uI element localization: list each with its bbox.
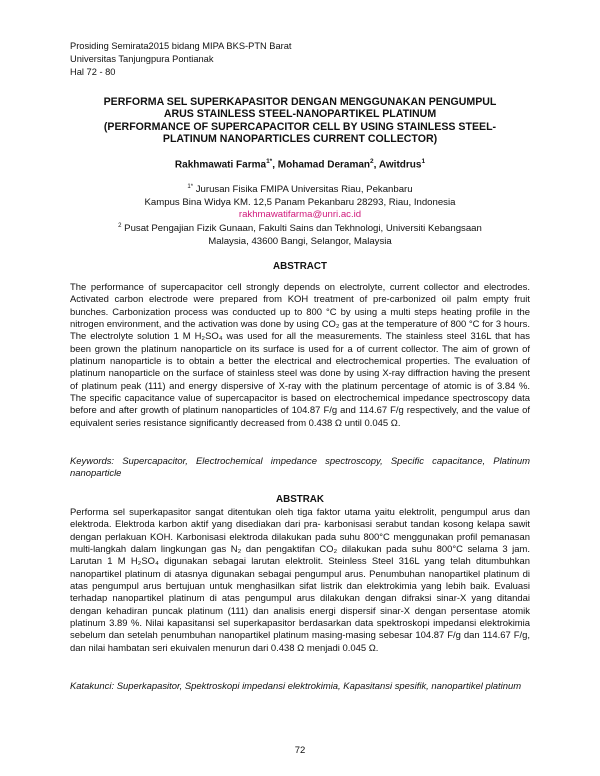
- author-email-link[interactable]: rakhmawatifarma@unri.ac.id: [238, 209, 362, 220]
- affiliation-2: [60, 220, 540, 248]
- abstract-body: The performance of supercapacitor cell strongly depends on electrolyte, current collector and electrodes. Activated carbon electrode were prepared from KOH treatment of pre-carbonized oil palm empty fruit bunches. Carbonization process was conducted up to 800 °C by using a multi steps heating profile in the nitrogen environment, and the activation was done by using CO₂ gas at the temperature of 800 °C for 3 hours. The electrolyte solution 1 M H₂SO₄ was used for all the measurements. The stainless steel 316L that has been grown the platinum nanoparticle on its surface is used for a of current collector. The aim of grown of platinum nanoparticle is to obtain a better the electrical and electrochemical properties. The evaluation of platinum nanoparticle on the surface of stainless steel was done by using X-ray diffraction having the present of platinum peak (111) and energy dispersive of X-ray with the platinum percentage of atomic is of 3.84 %. The specific capacitance value of supercapacitor is based on electrochemical impedance spectroscopy data before and after growth of platinum nanoparticles of 104.87 F/g and 114.67 F/g respectively, and the value of equivalent series resistance significantly decreased from 0.438 Ω until 0.045 Ω.: [70, 282, 530, 429]
- proceedings-venue: Universitas Tanjungpura Pontianak: [70, 54, 214, 64]
- abstrak-body: Performa sel superkapasitor sangat ditentukan oleh tiga faktor utama yaitu elektrolit, pengumpul arus dan elektroda. Elektroda karbon aktif yang disediakan dari pra- karbonisasi serabut tandan kosong kelapa sawit dengan perlakuan KOH. Karbonisasi elektroda dilakukan pada suhu 800°C menggunakan profil pemanasan multi-langkah dalam lingkungan gas N₂ dan pengaktifan CO₂ dilakukan pada suhu 800°C selama 3 jam. Larutan 1 M H₂SO₄ digunakan sebagai larutan elektrolit. Steinless Steel 316L yang telah ditumbuhkan nanopartikel platinum di atasnya digunakan sebagai pengumpul arus. Penumbuhan nanopartikel platinum di atas pengumpul arus bertujuan untuk menghasilkan sifat listrik dan elektrokimia yang lebih baik. Evaluasi terhadap nanopartikel platinum di atas pengumpul arus dilakukan dengan difraksi sinar-X yang ditandai dengan kehadiran puncak platinum (111) dan analisis energi dispersif sinar-X dengan persentase atomik platinum 3.89 %. Nilai kapasitansi sel superkapasitor berdasarkan data spektroskopi impedansi elektrokimia sebelum dan setelah penumbuhan nanopartikel platinum masing-masing sebesar 104.87 F/g dan 114.67 F/g, dan nilai hambatan seri ekuivalen menurun dari 0.438 Ω menjadi 0.045 Ω.: [70, 507, 530, 654]
- affil-mark: 2: [118, 223, 122, 229]
- author-affil-mark: 1: [421, 158, 426, 165]
- author-name: Mohamad Deraman: [277, 159, 371, 171]
- title-line: ARUS STAINLESS STEEL-NANOPARTIKEL PLATINUM: [163, 108, 437, 121]
- title-line: PLATINUM NANOPARTICLES CURRENT COLLECTOR): [162, 133, 438, 146]
- title-line: (PERFORMANCE OF SUPERCAPACITOR CELL BY USING STAINLESS STEEL-: [103, 120, 497, 133]
- katakunci: Katakunci: Superkapasitor, Spektroskopi impedansi elektrokimia, Kapasitansi spesifik, nanopartikel platinum: [70, 681, 522, 692]
- affil-line: Malaysia, 43600 Bangi, Selangor, Malaysia: [208, 235, 392, 247]
- affil-line: Jurusan Fisika FMIPA Universitas Riau, Pekanbaru: [195, 184, 413, 196]
- abstract-heading: ABSTRACT: [273, 261, 327, 272]
- title-line: PERFORMA SEL SUPERKAPASITOR DENGAN MENGGUNAKAN PENGUMPUL: [103, 96, 497, 108]
- proceedings-header: [70, 40, 292, 79]
- author-name: Awitdrus: [378, 159, 422, 171]
- page-number: 72: [294, 745, 306, 756]
- author-list: Rakhmawati Farma$^{1*}$, Mohamad Deraman$^2$, Awitdrus$^1$: [174, 158, 426, 171]
- abstrak-heading: ABSTRAK: [276, 494, 324, 505]
- proceedings-pages: Hal 72 - 80: [70, 67, 116, 77]
- keywords: Keywords: Supercapacitor, Electrochemical impedance spectroscopy, Specific capacitance, Platinum nanoparticle: [70, 456, 530, 480]
- affiliation-1: [60, 181, 540, 221]
- affil-mark: 1*: [187, 184, 194, 190]
- author-name: Rakhmawati Farma: [174, 159, 267, 171]
- proceedings-name: Prosiding Semirata2015 bidang MIPA BKS-PTN Barat: [70, 41, 292, 51]
- paper-title: [60, 96, 540, 146]
- author-affil-mark: 2: [370, 158, 374, 165]
- affil-line: Pusat Pengajian Fizik Gunaan, Fakulti Sains dan Tekhnologi, Universiti Kebangsaan: [124, 223, 482, 235]
- affil-line: Kampus Bina Widya KM. 12,5 Panam Pekanbaru 28293, Riau, Indonesia: [144, 196, 456, 208]
- author-affil-mark: 1*: [266, 158, 273, 165]
